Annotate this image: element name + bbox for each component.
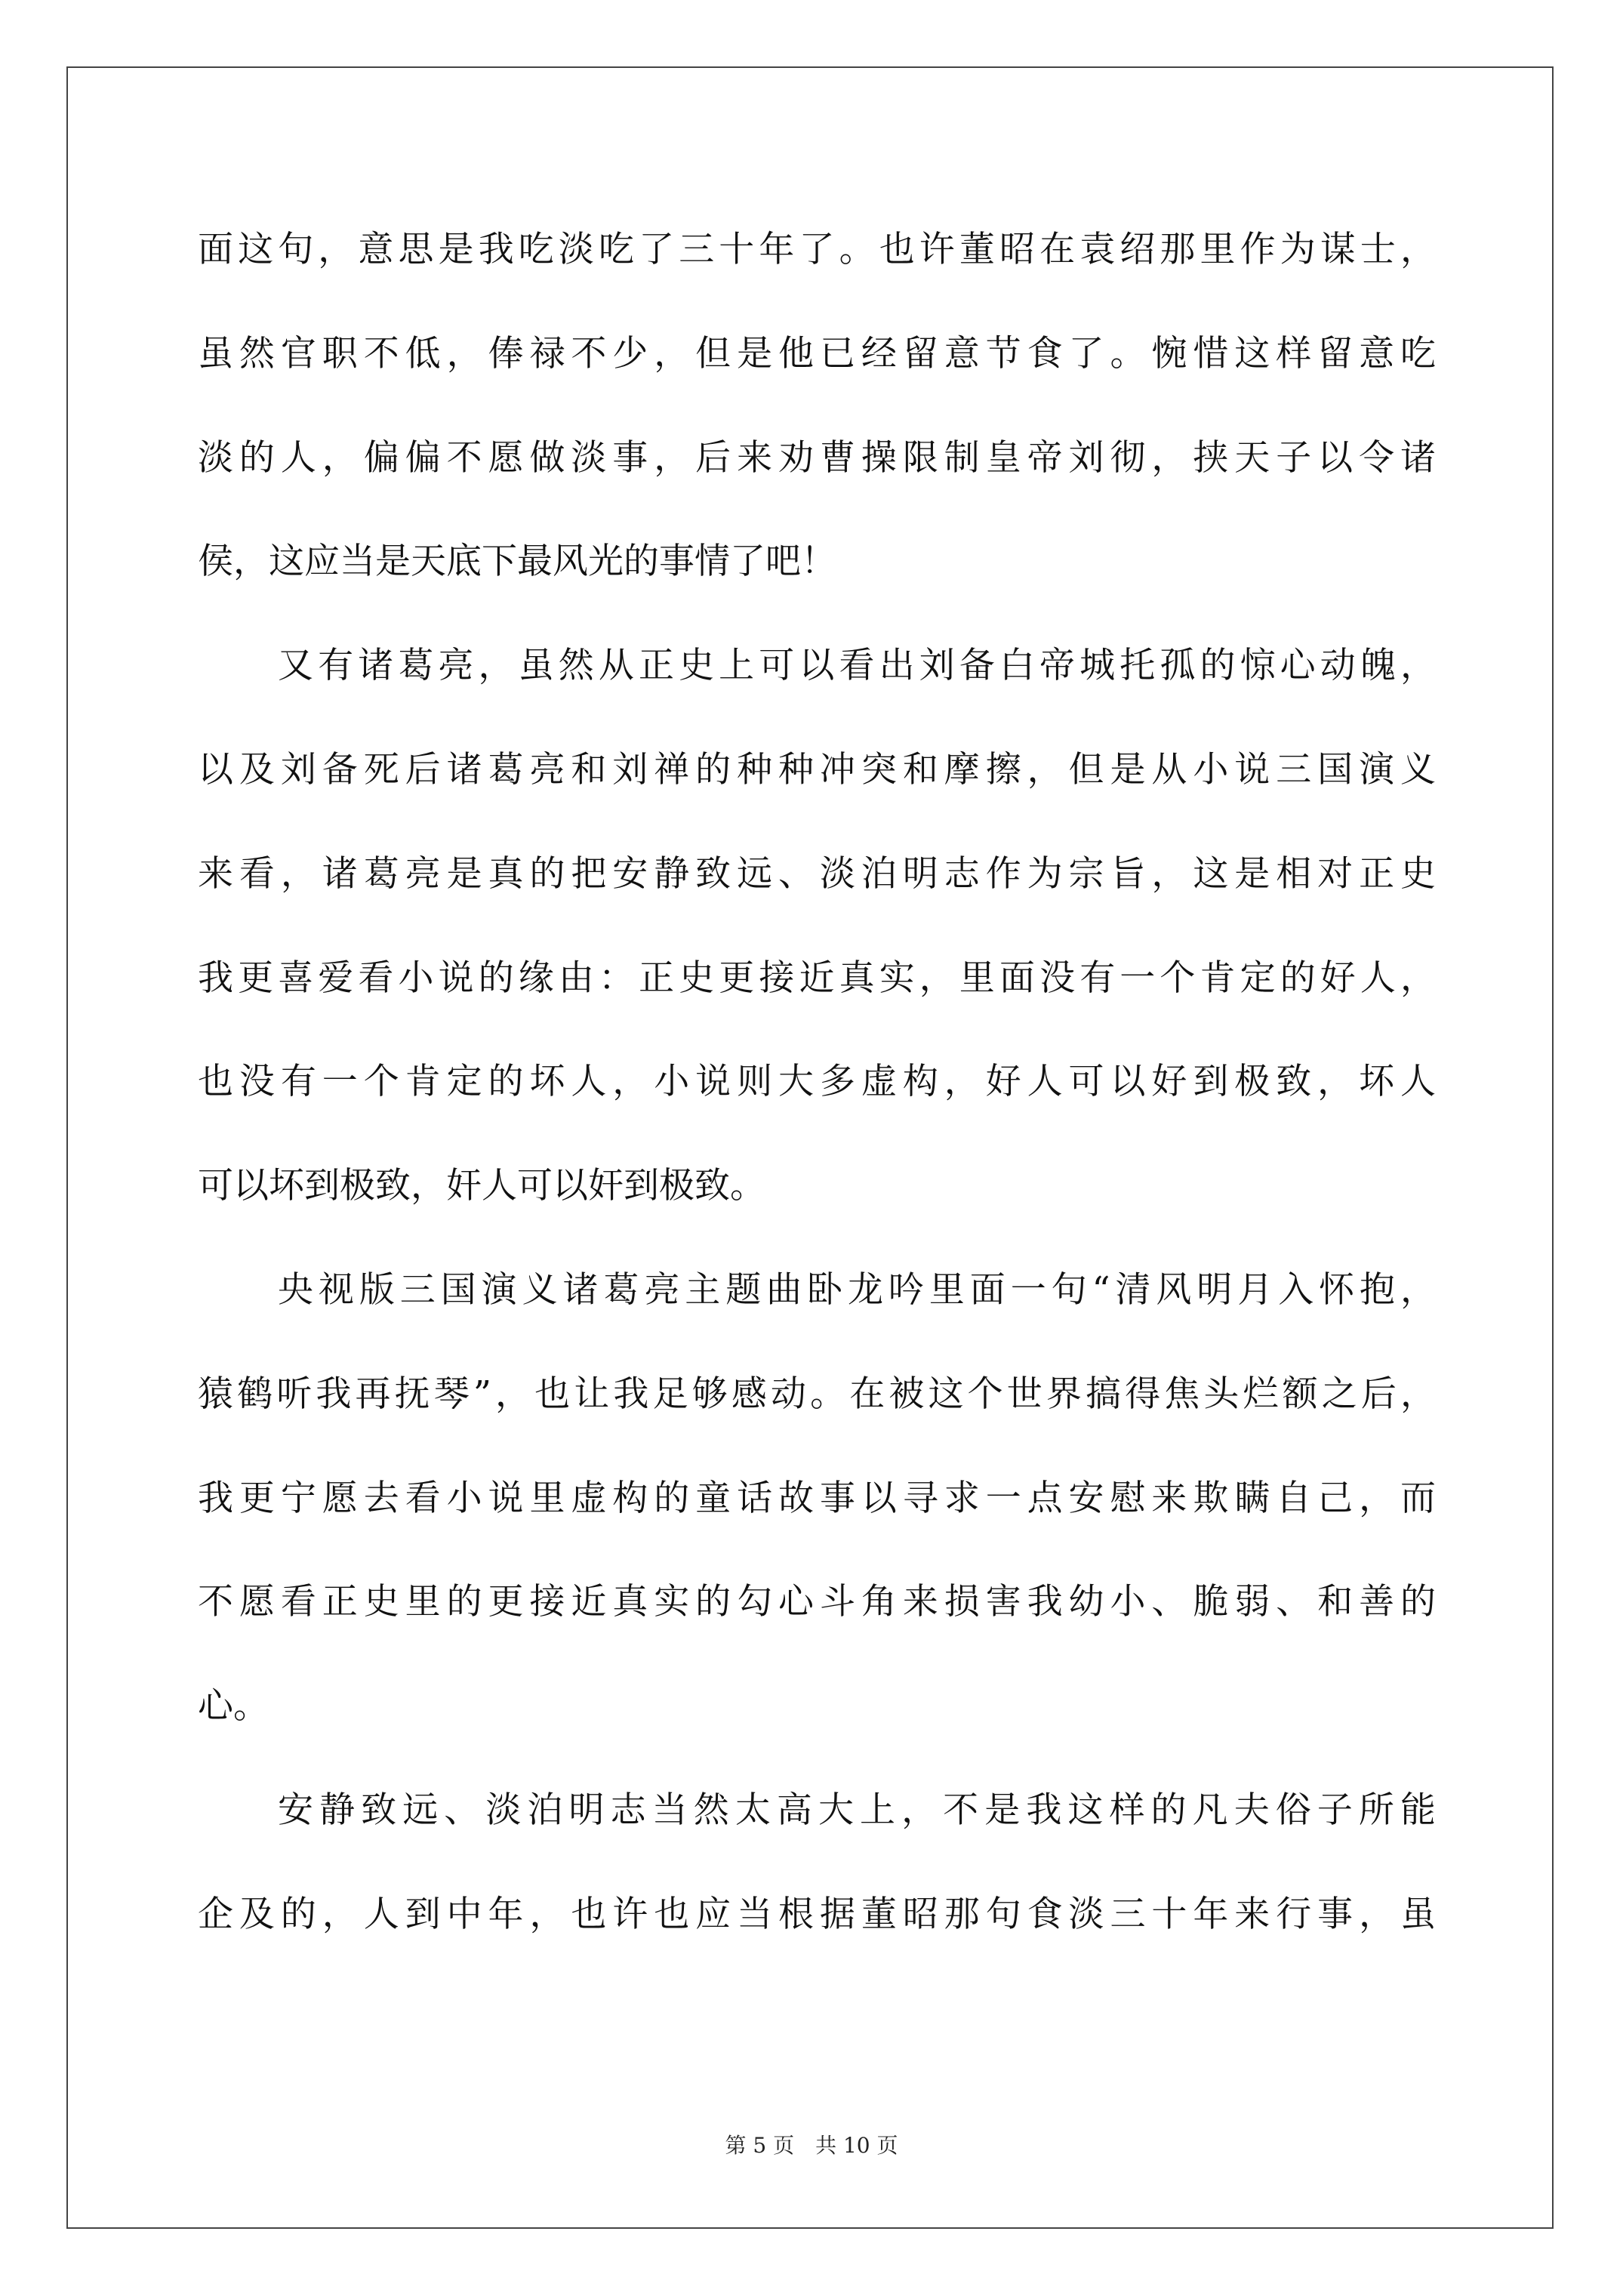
text-line: 心。: [198, 1685, 269, 1727]
text-line: 安静致远、淡泊明志当然太高大上，不是我这样的凡夫俗子所能: [278, 1789, 1436, 1831]
text-line: 以及刘备死后诸葛亮和刘禅的种种冲突和摩擦，但是从小说三国演义: [198, 748, 1436, 791]
text-line: 虽然官职不低，俸禄不少，但是他已经留意节食了。惋惜这样留意吃: [198, 332, 1436, 374]
page-footer: 第 5 页 共 10 页: [725, 2133, 898, 2158]
text-line: 淡的人，偏偏不愿做淡事，后来劝曹操限制皇帝刘彻，挟天子以令诸: [198, 436, 1436, 479]
text-line: 也没有一个肯定的坏人，小说则大多虚构，好人可以好到极致，坏人: [198, 1061, 1436, 1103]
text-line: 侯，这应当是天底下最风光的事情了吧！: [198, 541, 836, 583]
text-line: 我更宁愿去看小说里虚构的童话故事以寻求一点安慰来欺瞒自己，而: [198, 1477, 1436, 1519]
text-line: 我更喜爱看小说的缘由：正史更接近真实，里面没有一个肯定的好人，: [198, 957, 1436, 999]
text-line: 面这句，意思是我吃淡吃了三十年了。也许董昭在袁绍那里作为谋士，: [198, 229, 1436, 270]
text-line: 猿鹤听我再抚琴”，也让我足够感动。在被这个世界搞得焦头烂额之后，: [198, 1373, 1436, 1415]
text-line: 又有诸葛亮，虽然从正史上可以看出刘备白帝城托孤的惊心动魄，: [278, 645, 1436, 687]
text-line: 不愿看正史里的更接近真实的勾心斗角来损害我幼小、脆弱、和善的: [198, 1581, 1436, 1623]
text-line: 企及的，人到中年，也许也应当根据董昭那句食淡三十年来行事，虽: [198, 1893, 1436, 1935]
text-line: 来看，诸葛亮是真的把安静致远、淡泊明志作为宗旨，这是相对正史: [198, 852, 1436, 895]
text-line: 可以坏到极致，奸人可以奸到极致。: [198, 1165, 765, 1207]
document-body: [198, 198, 1436, 1967]
text-line: 央视版三国演义诸葛亮主题曲卧龙吟里面一句“清风明月入怀抱，: [278, 1268, 1436, 1311]
